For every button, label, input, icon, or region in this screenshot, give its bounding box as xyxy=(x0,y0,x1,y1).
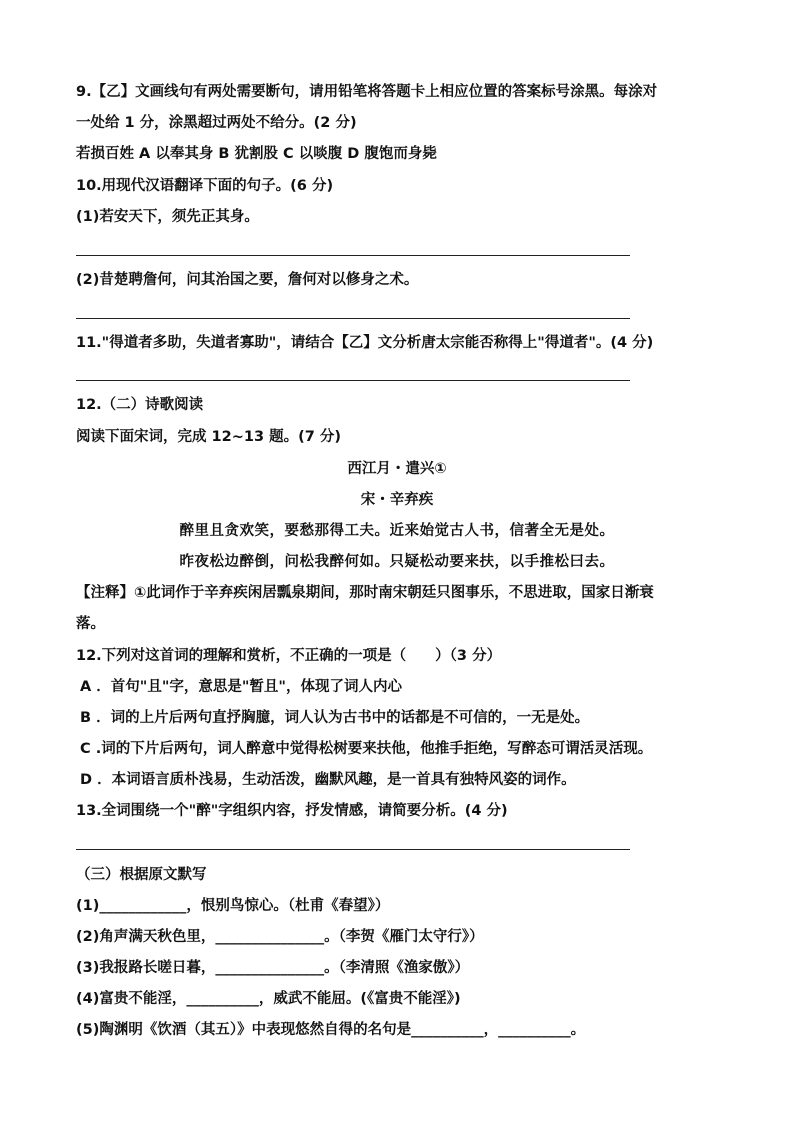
q12-option-a: A ．首句"且"字，意思是"暂且"，体现了词人内心 xyxy=(80,679,402,695)
section2-heading: 12.（二）诗歌阅读 xyxy=(76,397,204,413)
poem-line-1: 醉里且贪欢笑，要愁那得工夫。近来始觉古人书，信著全无是处。 xyxy=(179,523,615,539)
q10-answer-line-1[interactable] xyxy=(76,255,630,256)
note-line-1: 【注释】①此词作于辛弃疾闲居瓢泉期间，那时南宋朝廷只图事乐，不思进取，国家日渐衰 xyxy=(76,585,654,601)
recitation-item-3[interactable]: (3)我报路长嗟日暮，_______________。（李清照《渔家傲》） xyxy=(76,960,470,976)
q12-title: 12.下列对这首词的理解和赏析，不正确的一项是（ ）（3 分） xyxy=(76,648,502,664)
q11-answer-line[interactable] xyxy=(76,380,630,381)
section2-instruction: 阅读下面宋词，完成 12~13 题。(7 分) xyxy=(76,429,341,445)
poem-title: 西江月・遣兴① xyxy=(347,461,447,477)
q13-answer-line[interactable] xyxy=(76,849,630,850)
q10-sentence-1: (1)若安天下，须先正其身。 xyxy=(76,209,259,225)
note-line-2: 落。 xyxy=(76,616,105,632)
recitation-item-1[interactable]: (1)____________，恨别鸟惊心。（杜甫《春望》） xyxy=(76,898,390,914)
recitation-item-5[interactable]: (5)陶渊明《饮酒（其五）》中表现悠然自得的名句是__________，__________。 xyxy=(76,1022,586,1038)
recitation-item-4[interactable]: (4)富贵不能淫，__________，威武不能屈。(《富贵不能淫》) xyxy=(76,991,461,1007)
q10-sentence-2: (2)昔楚聘詹何，问其治国之要，詹何对以修身之术。 xyxy=(76,272,419,288)
poem-author: 宋・辛弃疾 xyxy=(360,492,434,508)
recitation-item-2[interactable]: (2)角声满天秋色里，_______________。（李贺《雁门太守行》） xyxy=(76,929,484,945)
q12-option-c: C .词的下片后两句，词人醉意中觉得松树要来扶他，他推手拒绝，写醉态可谓活灵活现。 xyxy=(80,741,653,757)
section3-heading: （三）根据原文默写 xyxy=(76,867,207,883)
poem-line-2: 昨夜松边醉倒，问松我醉何如。只疑松动要来扶，以手推松曰去。 xyxy=(179,554,615,570)
q11-title: 11."得道者多助，失道者寡助"，请结合【乙】文分析唐太宗能否称得上"得道者"。(4 分) xyxy=(76,335,654,351)
q10-answer-line-2[interactable] xyxy=(76,318,630,319)
q12-option-b: B ．词的上片后两句直抒胸臆，词人认为古书中的话都是不可信的，一无是处。 xyxy=(80,710,590,726)
q10-title: 10.用现代汉语翻译下面的句子。(6 分) xyxy=(76,178,334,194)
q12-option-d: D ．本词语言质朴浅易，生动活泼，幽默风趣，是一首具有独特风姿的词作。 xyxy=(80,772,576,788)
q9-options: 若损百姓 A 以奉其身 B 犹割股 C 以啖腹 D 腹饱而身毙 xyxy=(76,146,437,162)
q9-line2: 一处给 1 分，涂黑超过两处不给分。(2 分) xyxy=(76,115,357,131)
q9-line1: 9.【乙】文画线句有两处需要断句，请用铅笔将答题卡上相应位置的答案标号涂黑。每涂对 xyxy=(76,84,658,100)
q13-title: 13.全词围绕一个"醉"字组织内容，抒发情感，请简要分析。(4 分) xyxy=(76,803,508,819)
